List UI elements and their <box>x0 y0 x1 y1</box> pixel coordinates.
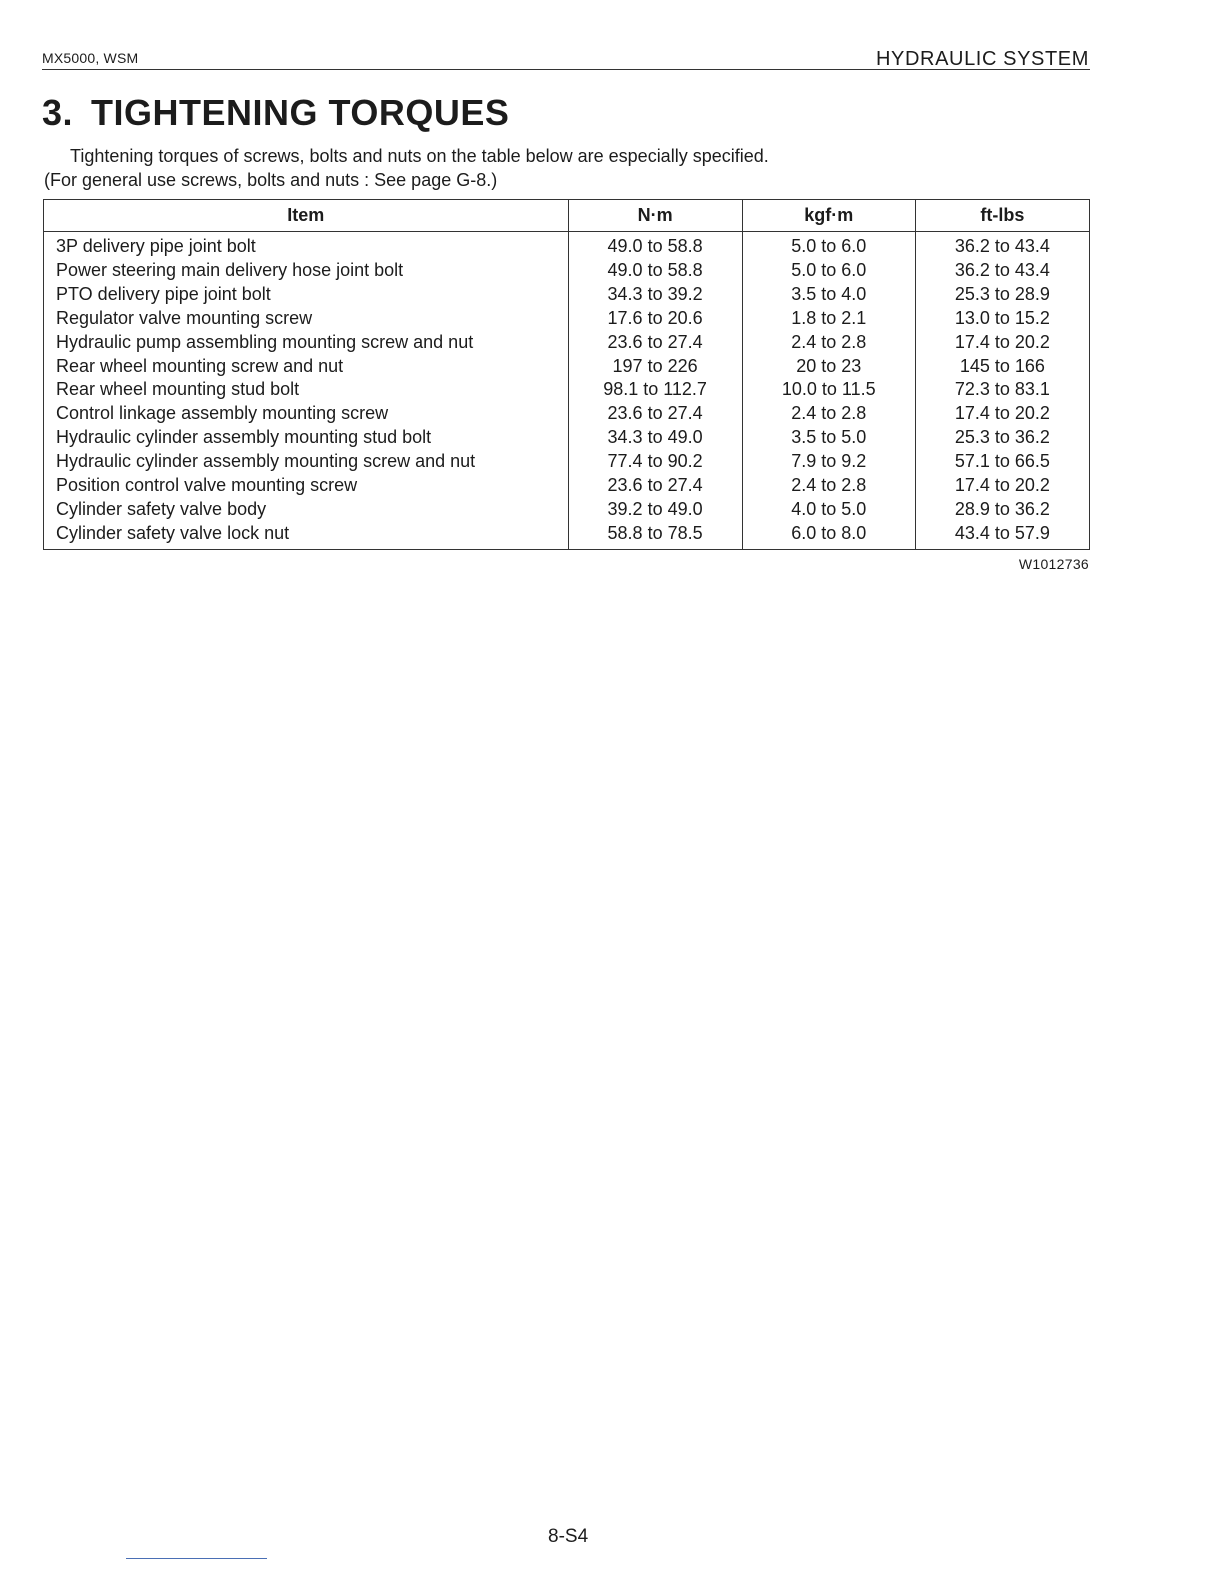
page-number: 8-S4 <box>548 1526 589 1547</box>
cell-item: Hydraulic cylinder assembly mounting stud bolt <box>44 426 569 450</box>
cell-nm: 49.0 to 58.8 <box>568 232 742 259</box>
table-header-row <box>44 200 1090 232</box>
cell-ftlbs: 17.4 to 20.2 <box>954 403 1050 424</box>
table-row <box>44 402 1090 426</box>
cell-item: Cylinder safety valve body <box>44 498 569 522</box>
cell-kgfm: 2.4 to 2.8 <box>742 402 915 426</box>
cell-item: Rear wheel mounting screw and nut <box>44 355 569 379</box>
cell-ftlbs: 28.9 to 36.2 <box>954 498 1050 519</box>
table-row <box>44 498 1090 522</box>
column-header-nm: N·m <box>568 200 742 232</box>
cell-kgfm: 10.0 to 11.5 <box>742 378 915 402</box>
cell-kgfm: 7.9 to 9.2 <box>742 450 915 474</box>
cell-kgfm: 4.0 to 5.0 <box>742 498 915 522</box>
cell-item: Power steering main delivery hose joint bolt <box>44 259 569 283</box>
cell-nm: 58.8 to 78.5 <box>568 522 742 549</box>
cell-nm: 17.6 to 20.6 <box>568 307 742 331</box>
cell-kgfm: 3.5 to 4.0 <box>742 283 915 307</box>
table-row <box>44 232 1090 259</box>
table-row <box>44 283 1090 307</box>
section-title-text: TIGHTENING TORQUES <box>91 92 510 133</box>
document-code: W1012736 <box>1018 556 1089 572</box>
cell-nm: 23.6 to 27.4 <box>568 474 742 498</box>
cell-ftlbs: 17.4 to 20.2 <box>954 475 1050 496</box>
cell-item: Hydraulic cylinder assembly mounting screw and nut <box>44 450 569 474</box>
cell-nm: 39.2 to 49.0 <box>568 498 742 522</box>
cell-nm: 197 to 226 <box>568 355 742 379</box>
torque-table <box>43 199 1090 550</box>
column-header-item: Item <box>44 200 569 232</box>
cell-nm: 23.6 to 27.4 <box>568 402 742 426</box>
cell-kgfm: 20 to 23 <box>742 355 915 379</box>
cell-nm: 34.3 to 39.2 <box>568 283 742 307</box>
cell-kgfm: 2.4 to 2.8 <box>742 331 915 355</box>
header-divider <box>42 69 1090 70</box>
table-row <box>44 522 1090 549</box>
intro-line-1: Tightening torques of screws, bolts and nuts on the table below are especially specified. <box>70 146 769 166</box>
cell-nm: 98.1 to 112.7 <box>568 378 742 402</box>
footer-divider <box>126 1558 267 1559</box>
table-row <box>44 378 1090 402</box>
cell-nm: 77.4 to 90.2 <box>568 450 742 474</box>
cell-item: PTO delivery pipe joint bolt <box>44 283 569 307</box>
cell-ftlbs: 36.2 to 43.4 <box>954 236 1050 256</box>
header-model: MX5000, WSM <box>42 50 139 66</box>
cell-item: Position control valve mounting screw <box>44 474 569 498</box>
table-row <box>44 307 1090 331</box>
cell-ftlbs: 57.1 to 66.5 <box>954 451 1050 472</box>
cell-ftlbs: 36.2 to 43.4 <box>954 259 1050 280</box>
cell-item: Regulator valve mounting screw <box>44 307 569 331</box>
cell-item: Control linkage assembly mounting screw <box>44 402 569 426</box>
header-section: HYDRAULIC SYSTEM <box>876 48 1089 70</box>
cell-kgfm: 5.0 to 6.0 <box>742 259 915 283</box>
cell-ftlbs: 72.3 to 83.1 <box>954 379 1050 400</box>
table-row <box>44 450 1090 474</box>
table-row <box>44 426 1090 450</box>
intro-text <box>44 144 769 192</box>
cell-kgfm: 5.0 to 6.0 <box>742 232 915 259</box>
cell-ftlbs: 13.0 to 15.2 <box>954 307 1050 328</box>
cell-kgfm: 2.4 to 2.8 <box>742 474 915 498</box>
table-row <box>44 259 1090 283</box>
cell-item: Rear wheel mounting stud bolt <box>44 378 569 402</box>
cell-ftlbs: 25.3 to 36.2 <box>954 427 1050 448</box>
column-header-kgfm: kgf·m <box>742 200 915 232</box>
cell-item: Hydraulic pump assembling mounting screw and nut <box>44 331 569 355</box>
cell-kgfm: 6.0 to 8.0 <box>742 522 915 549</box>
cell-nm: 34.3 to 49.0 <box>568 426 742 450</box>
cell-item: 3P delivery pipe joint bolt <box>44 232 569 259</box>
column-header-ftlbs: ft-lbs <box>915 200 1089 232</box>
table-body <box>44 232 1090 550</box>
page-title <box>42 92 509 134</box>
intro-line-2: (For general use screws, bolts and nuts : See page G-8.) <box>44 170 498 190</box>
cell-nm: 49.0 to 58.8 <box>568 259 742 283</box>
cell-ftlbs: 25.3 to 28.9 <box>954 283 1050 304</box>
section-number: 3. <box>42 92 74 133</box>
cell-kgfm: 3.5 to 5.0 <box>742 426 915 450</box>
cell-nm: 23.6 to 27.4 <box>568 331 742 355</box>
table-row <box>44 355 1090 379</box>
cell-ftlbs: 43.4 to 57.9 <box>954 522 1050 543</box>
cell-item: Cylinder safety valve lock nut <box>44 522 569 549</box>
table-row <box>44 474 1090 498</box>
cell-kgfm: 1.8 to 2.1 <box>742 307 915 331</box>
cell-ftlbs: 17.4 to 20.2 <box>954 331 1050 352</box>
table-row <box>44 331 1090 355</box>
cell-ftlbs: 145 to 166 <box>959 355 1045 376</box>
